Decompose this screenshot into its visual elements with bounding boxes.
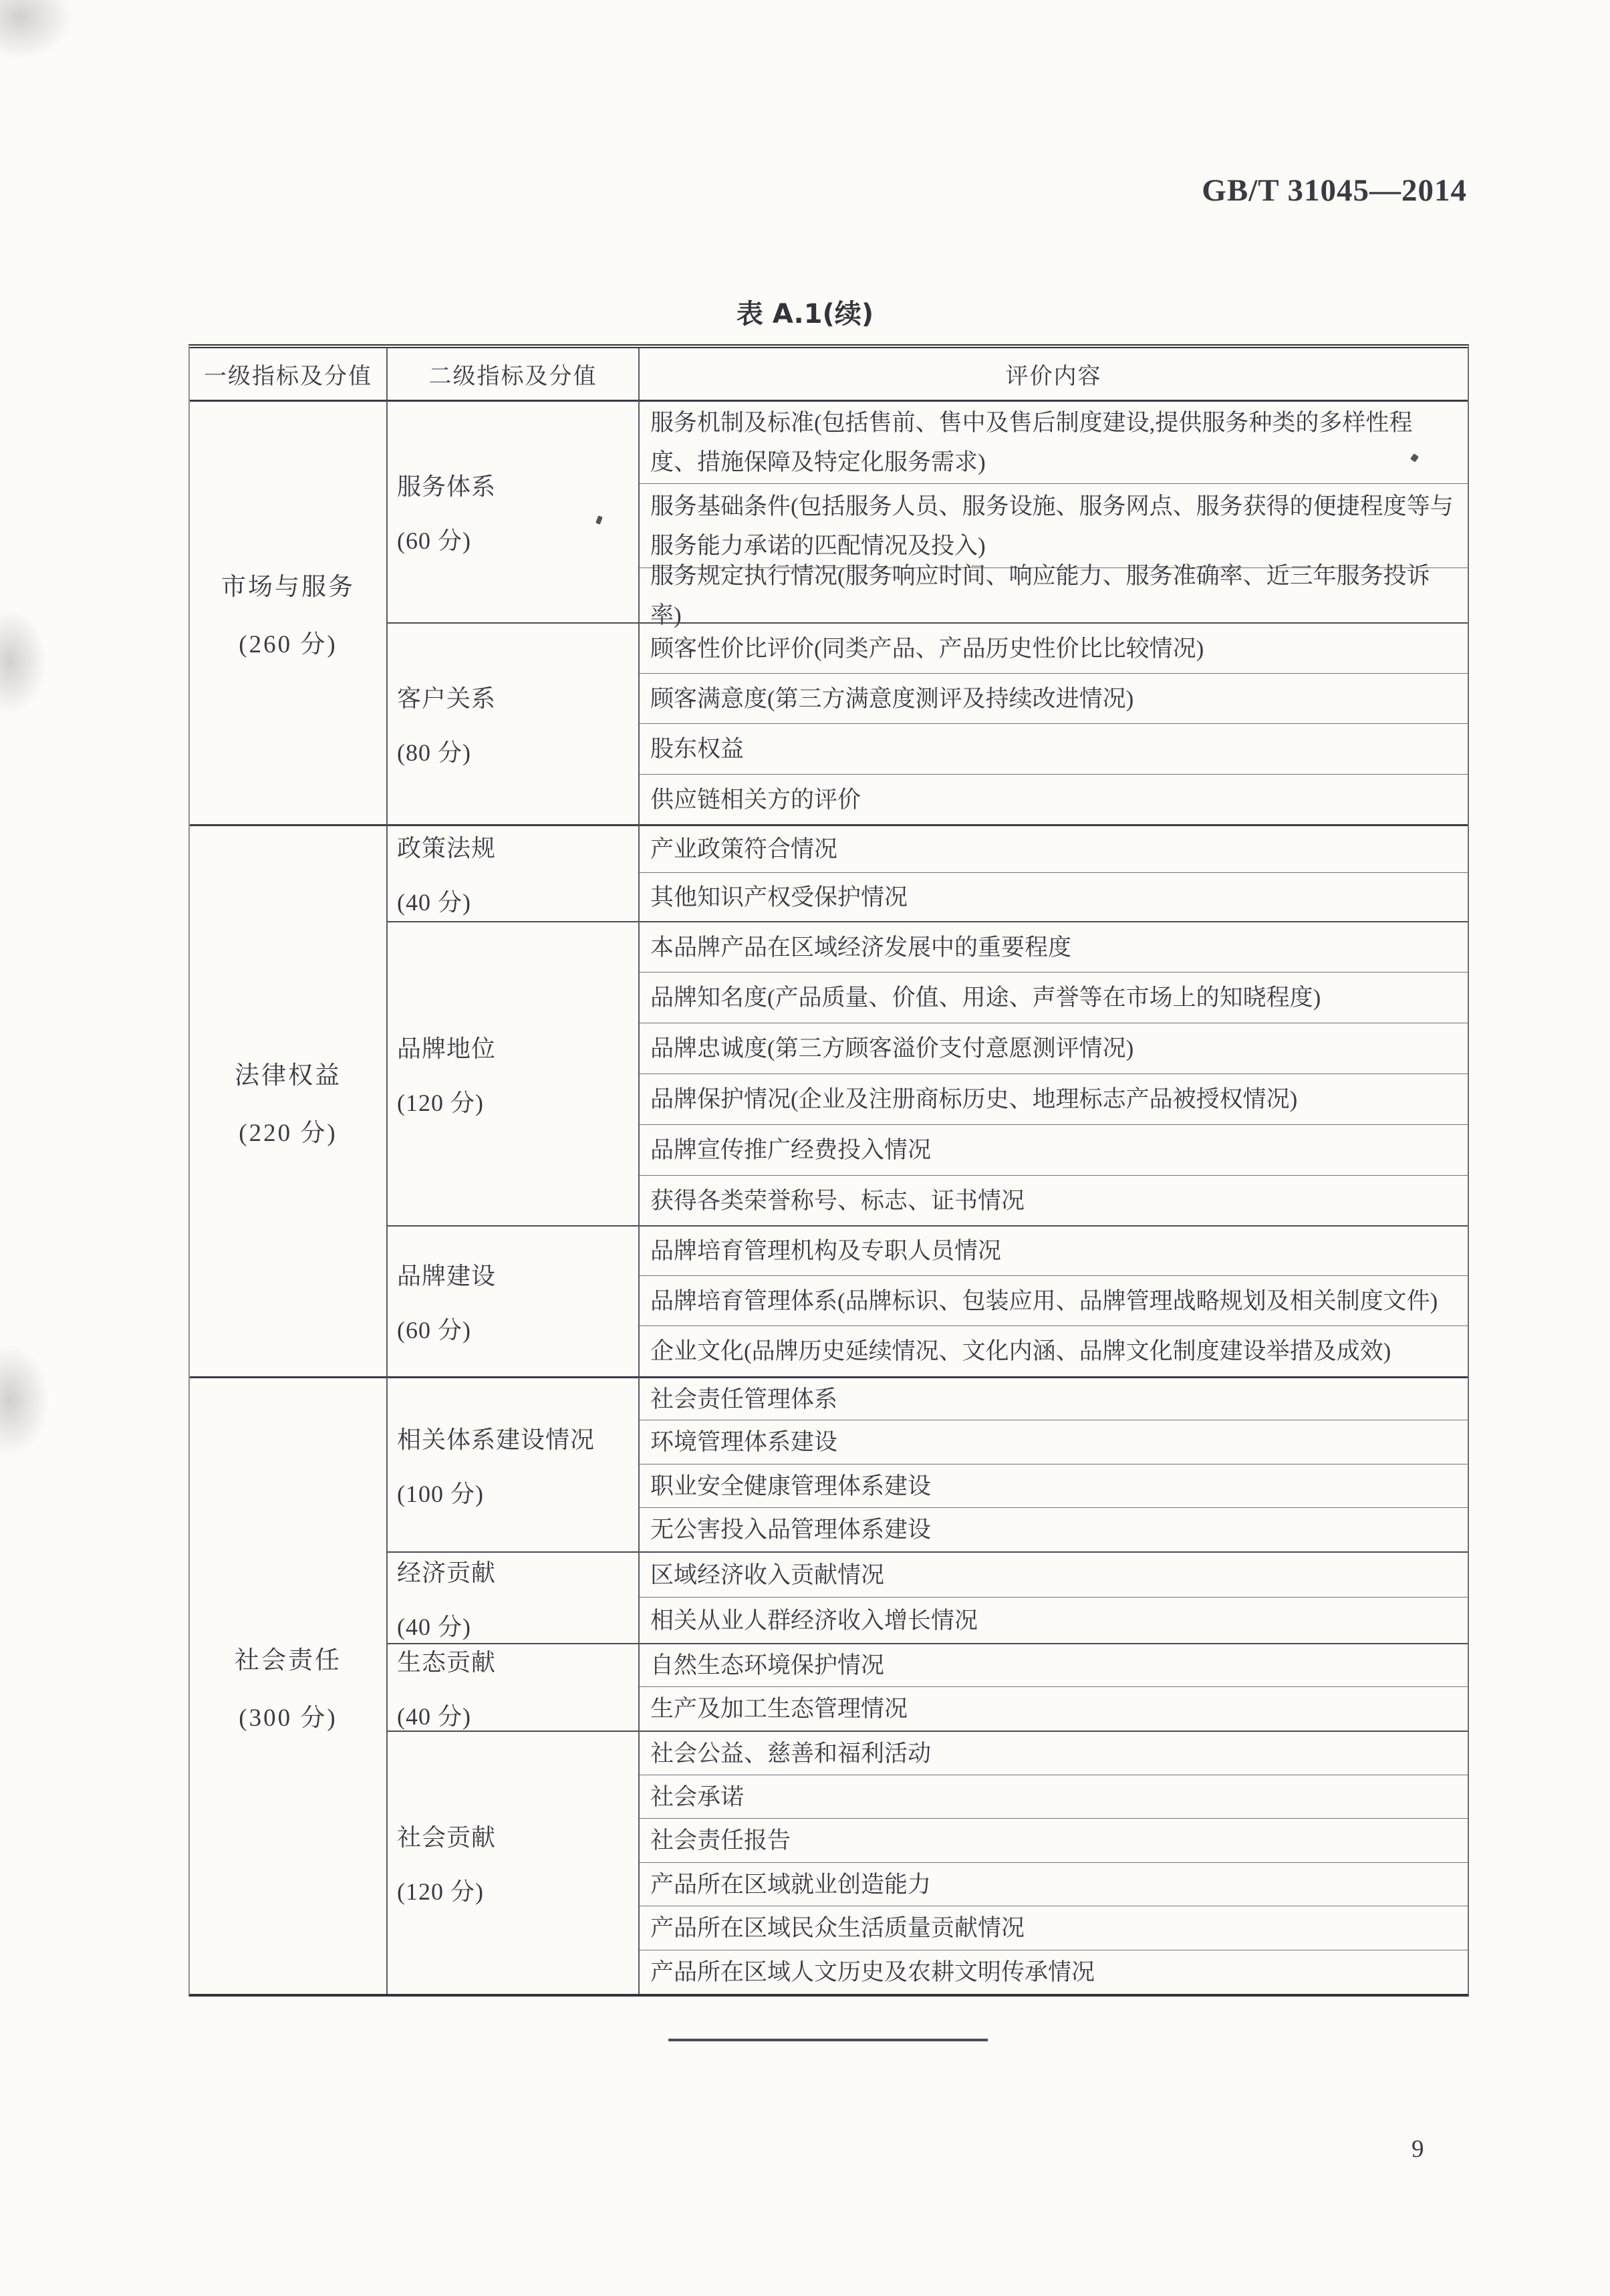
criteria-cell: 本品牌产品在区域经济发展中的重要程度 — [640, 921, 1468, 972]
criteria-cell: 产品所在区域就业创造能力 — [640, 1862, 1468, 1906]
criteria-cell: 自然生态环境保护情况 — [640, 1643, 1468, 1686]
criteria-cell: 顾客满意度(第三方满意度测评及持续改进情况) — [640, 673, 1468, 723]
criteria-cell: 品牌宣传推广经费投入情况 — [640, 1124, 1468, 1175]
level2-score: (40 分) — [397, 1613, 471, 1640]
criteria-cell: 品牌培育管理机构及专职人员情况 — [640, 1225, 1468, 1275]
criteria-cell: 社会承诺 — [640, 1775, 1468, 1818]
level1-score: (300 分) — [239, 1704, 338, 1732]
criteria-cell: 区域经济收入贡献情况 — [640, 1551, 1468, 1597]
level2-indicator-cell — [388, 1551, 640, 1643]
criteria-cell: 产品所在区域人文历史及农耕文明传承情况 — [640, 1950, 1468, 1994]
level2-score: (100 分) — [397, 1480, 484, 1507]
level2-label: 品牌地位 — [397, 1035, 497, 1062]
column-header: 评价内容 — [1005, 364, 1102, 389]
level2-label: 相关体系建设情况 — [397, 1426, 595, 1453]
level2-score: (120 分) — [397, 1878, 484, 1905]
level2-indicator-cell — [388, 1731, 640, 1994]
scan-smudge — [0, 1344, 50, 1457]
level2-indicator-cell — [388, 921, 640, 1225]
criteria-cell: 供应链相关方的评价 — [640, 774, 1468, 824]
criteria-cell: 股东权益 — [640, 723, 1468, 774]
level2-score: (120 分) — [397, 1089, 484, 1116]
level1-label: 市场与服务 — [221, 573, 355, 601]
criteria-cell: 社会责任报告 — [640, 1818, 1468, 1862]
level2-score: (40 分) — [397, 889, 471, 916]
level2-score: (40 分) — [397, 1702, 471, 1730]
criteria-cell: 服务基础条件(包括服务人员、服务设施、服务网点、服务获得的便捷程度等与服务能力承诺的匹配情况及投入) — [640, 483, 1468, 567]
level2-label: 社会贡献 — [397, 1824, 497, 1851]
criteria-cell: 社会公益、慈善和福利活动 — [640, 1731, 1468, 1775]
criteria-cell: 品牌保护情况(企业及注册商标历史、地理标志产品被授权情况) — [640, 1073, 1468, 1124]
level1-score: (220 分) — [239, 1119, 338, 1147]
level1-indicator-cell — [190, 1376, 388, 1994]
criteria-cell: 产品所在区域民众生活质量贡献情况 — [640, 1906, 1468, 1950]
level2-score: (60 分) — [397, 1317, 471, 1344]
level2-label: 生态贡献 — [397, 1648, 497, 1676]
criteria-cell: 品牌忠诚度(第三方顾客溢价支付意愿测评情况) — [640, 1023, 1468, 1073]
level2-score: (80 分) — [397, 739, 471, 766]
criteria-cell: 品牌知名度(产品质量、价值、用途、声誉等在市场上的知晓程度) — [640, 972, 1468, 1023]
level2-score: (60 分) — [397, 527, 471, 554]
criteria-cell: 顾客性价比评价(同类产品、产品历史性价比比较情况) — [640, 622, 1468, 673]
level2-indicator-cell — [388, 1643, 640, 1731]
level1-score: (260 分) — [239, 631, 338, 658]
criteria-cell: 生产及加工生态管理情况 — [640, 1686, 1468, 1731]
column-header: 二级指标及分值 — [388, 348, 640, 400]
level2-label: 服务体系 — [397, 473, 497, 500]
criteria-cell: 获得各类荣誉称号、标志、证书情况 — [640, 1175, 1468, 1225]
level1-indicator-cell — [190, 400, 388, 824]
level2-label: 政策法规 — [397, 835, 497, 862]
scan-smudge — [0, 608, 47, 715]
criteria-cell: 品牌培育管理体系(品牌标识、包装应用、品牌管理战略规划及相关制度文件) — [640, 1275, 1468, 1325]
criteria-cell: 相关从业人群经济收入增长情况 — [640, 1597, 1468, 1643]
criteria-cell: 服务机制及标准(包括售前、售中及售后制度建设,提供服务种类的多样性程度、措施保障及特定化服务需求) — [640, 400, 1468, 483]
level1-label: 社会责任 — [235, 1646, 342, 1674]
criteria-cell: 产业政策符合情况 — [640, 824, 1468, 872]
standard-code: GB/T 31045—2014 — [1202, 173, 1467, 208]
criteria-cell: 社会责任管理体系 — [640, 1376, 1468, 1420]
end-of-table-rule — [668, 2039, 988, 2041]
level1-label: 法律权益 — [235, 1061, 342, 1090]
level2-label: 客户关系 — [397, 685, 497, 712]
level2-indicator-cell — [388, 622, 640, 824]
level2-indicator-cell — [388, 824, 640, 921]
table-title: 表 A.1(续) — [736, 299, 874, 330]
criteria-cell: 其他知识产权受保护情况 — [640, 872, 1468, 921]
level2-indicator-cell — [388, 1225, 640, 1376]
criteria-cell: 无公害投入品管理体系建设 — [640, 1507, 1468, 1551]
indicator-table — [188, 344, 1469, 1997]
level2-label: 品牌建设 — [397, 1263, 497, 1289]
criteria-cell: 职业安全健康管理体系建设 — [640, 1464, 1468, 1507]
page-number: 9 — [1412, 2136, 1424, 2163]
column-header: 一级指标及分值 — [190, 348, 388, 400]
criteria-cell: 企业文化(品牌历史延续情况、文化内涵、品牌文化制度建设举措及成效) — [640, 1325, 1468, 1376]
level1-indicator-cell — [190, 824, 388, 1376]
scan-smudge — [0, 0, 74, 60]
level2-label: 经济贡献 — [397, 1559, 497, 1586]
criteria-cell: 环境管理体系建设 — [640, 1420, 1468, 1464]
level2-indicator-cell — [388, 400, 640, 622]
level2-indicator-cell — [388, 1376, 640, 1551]
criteria-cell: 服务规定执行情况(服务响应时间、响应能力、服务准确率、近三年服务投诉率) — [640, 567, 1468, 622]
